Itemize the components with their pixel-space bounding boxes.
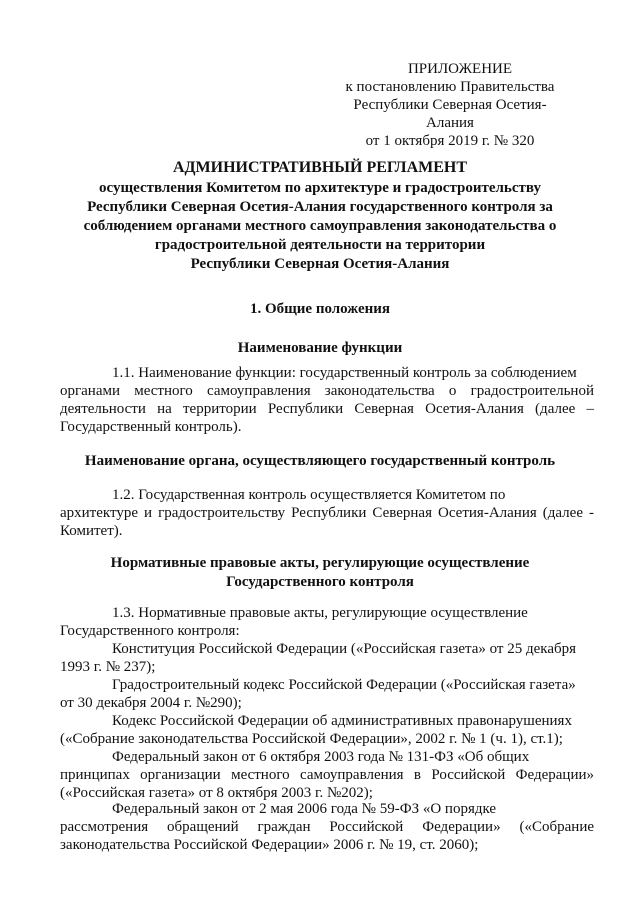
appendix-line: к постановлению Правительства bbox=[345, 79, 555, 95]
appendix-label: ПРИЛОЖЕНИЕ bbox=[407, 61, 513, 77]
paragraph-1-3 bbox=[60, 604, 594, 640]
paragraph-1-1 bbox=[60, 364, 594, 436]
appendix-header bbox=[330, 60, 570, 150]
paragraph-continuation: органами местного самоуправления законодательства о градостроительной деятельности на территории Республики Северная Осетия-Алания (далее – Государственный контроль). bbox=[60, 383, 594, 435]
appendix-line: Республики Северная Осетия-Алания bbox=[353, 97, 547, 131]
paragraph-continuation: архитектуре и градостроительству Республики Северная Осетия-Алания (далее - Комитет). bbox=[60, 505, 594, 539]
title-line: градостроительной деятельности на территории bbox=[154, 237, 486, 253]
subheading-function-name: Наименование функции bbox=[237, 340, 403, 356]
paragraph-first-line: 1.1. Наименование функции: государственный контроль за соблюдением bbox=[112, 365, 577, 381]
paragraph-continuation: Государственного контроля: bbox=[60, 623, 240, 639]
list-item-act bbox=[60, 800, 594, 854]
list-item-first-line: Градостроительный кодекс Российской Федерации («Российская газета» bbox=[112, 677, 576, 693]
paragraph-first-line: 1.2. Государственная контроль осуществляется Комитетом по bbox=[112, 487, 506, 503]
subheading-legal-acts bbox=[60, 554, 580, 592]
paragraph-1-2 bbox=[60, 486, 594, 540]
list-item-continuation: принципах организации местного самоуправления в Российской Федерации» («Российская газета» от 8 октября 2003 г. №202); bbox=[60, 767, 594, 801]
appendix-date: от 1 октября 2019 г. № 320 bbox=[365, 133, 535, 149]
list-item-continuation: от 30 декабря 2004 г. №290); bbox=[60, 695, 242, 711]
title-line: Республики Северная Осетия-Алания bbox=[190, 256, 450, 272]
list-item-first-line: Федеральный закон от 2 мая 2006 года № 59-ФЗ «О порядке bbox=[112, 801, 497, 817]
title-line: Республики Северная Осетия-Алания государственного контроля за bbox=[87, 199, 553, 215]
list-item-continuation: рассмотрения обращений граждан Российской Федерации» («Собрание законодательства Российской Федерации» 2006 г. № 19, ст. 2060); bbox=[60, 819, 594, 853]
subheading-line: Государственного контроля bbox=[226, 574, 414, 590]
list-item-continuation: 1993 г. № 237); bbox=[60, 659, 156, 675]
list-item-first-line: Конституция Российской Федерации («Российская газета» от 25 декабря bbox=[112, 641, 577, 657]
list-item-first-line: Кодекс Российской Федерации об административных правонарушениях bbox=[112, 713, 572, 729]
document-title bbox=[60, 158, 580, 274]
list-item-act bbox=[60, 748, 594, 802]
title-line: осуществления Комитетом по архитектуре и градостроительству bbox=[99, 180, 541, 196]
subheading-line: Нормативные правовые акты, регулирующие осуществление bbox=[110, 555, 530, 571]
list-item-first-line: Федеральный закон от 6 октября 2003 года № 131-ФЗ «Об общих bbox=[112, 749, 530, 765]
section-heading: 1. Общие положения bbox=[249, 301, 391, 317]
title-main: АДМИНИСТРАТИВНЫЙ РЕГЛАМЕНТ bbox=[172, 159, 468, 176]
list-item-act bbox=[60, 640, 594, 676]
list-item-continuation: («Собрание законодательства Российской Федерации», 2002 г. № 1 (ч. 1), ст.1); bbox=[60, 731, 563, 747]
title-line: соблюдением органами местного самоуправления законодательства о bbox=[83, 218, 557, 234]
subheading-organ: Наименование органа, осуществляющего государственный контроль bbox=[84, 453, 556, 469]
list-item-act bbox=[60, 676, 594, 712]
paragraph-first-line: 1.3. Нормативные правовые акты, регулирующие осуществление bbox=[112, 605, 528, 621]
list-item-act bbox=[60, 712, 594, 748]
